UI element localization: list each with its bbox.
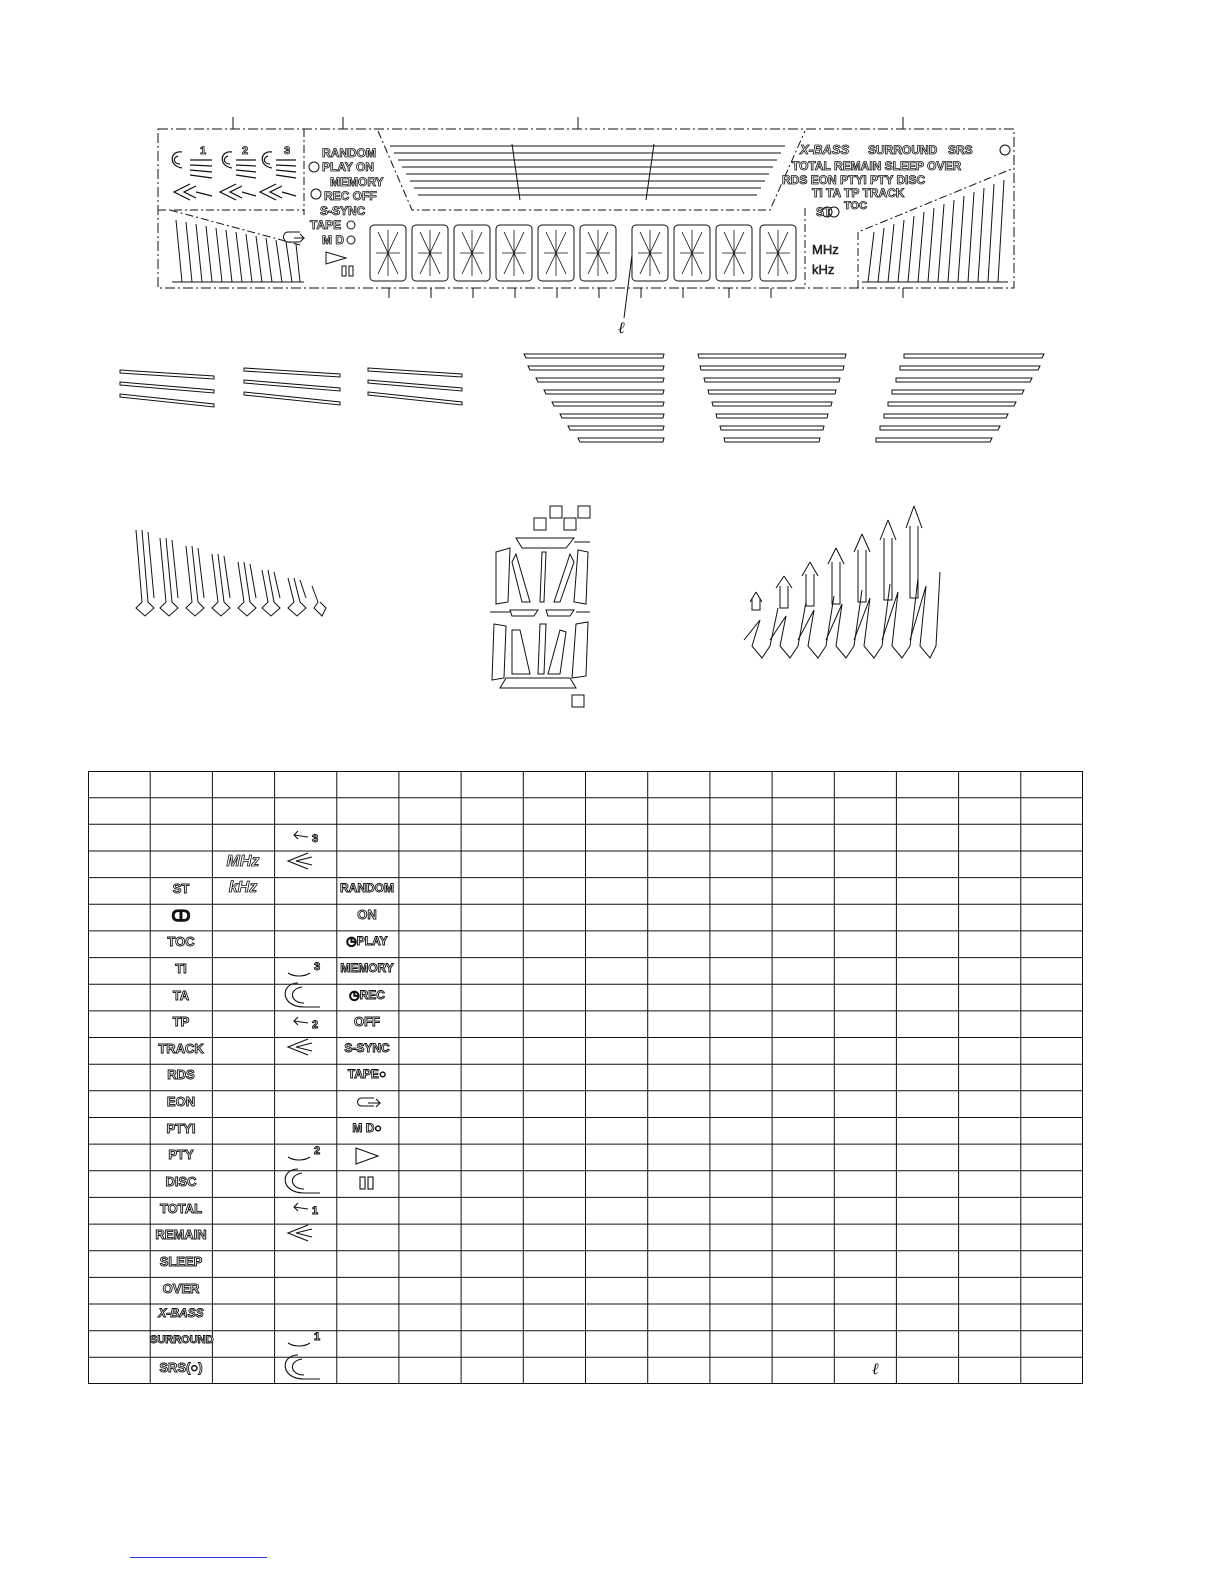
grid-tp: TP — [172, 1014, 190, 1029]
grid-ta: TA — [172, 988, 190, 1003]
disc3-chevron-icon — [288, 853, 312, 869]
play-icon — [336, 1143, 398, 1169]
disc1-chevron-icon — [288, 1225, 312, 1241]
bottom-link-underline — [130, 1557, 267, 1558]
grid-c-num-1b: 1 — [313, 1331, 321, 1343]
grid-surround: SURROUND — [150, 1334, 214, 1346]
grid-c-num-2a: 2 — [311, 1019, 319, 1031]
vfd-display-panel — [0, 0, 1224, 360]
st-label: ST — [816, 205, 832, 219]
disc3-arrow-icon — [294, 831, 308, 839]
xbass-label: X-BASS — [800, 142, 850, 157]
mhz-label: MHz — [812, 242, 839, 257]
circle-icon: ○ — [374, 1121, 382, 1135]
grid-on: ON — [357, 907, 377, 922]
grid-rec — [336, 988, 398, 1002]
grid-play-text: PLAY — [356, 934, 388, 948]
grid-tape — [336, 1067, 398, 1081]
grid-l-label: ℓ — [872, 1359, 879, 1378]
grid-stereo-icon: ↀ — [171, 908, 191, 925]
grid-srs: SRS(○) — [159, 1360, 203, 1375]
segment-assignment-grid — [88, 771, 1083, 1384]
grid-rec-text: REC — [359, 988, 385, 1002]
grid-total: TOTAL — [159, 1201, 203, 1216]
srs-label: SRS — [948, 143, 973, 157]
grid-c-num-1a: 1 — [311, 1205, 319, 1217]
grid-rds: RDS — [167, 1067, 195, 1082]
disc3-num: 3 — [284, 145, 291, 157]
row3-label: RDS EON PTYI PTY DISC — [782, 173, 926, 187]
grid-play — [336, 934, 398, 948]
toc-label: TOC — [844, 200, 868, 212]
khz-label: kHz — [812, 262, 835, 277]
grid-c-num-3a: 3 — [311, 833, 319, 845]
grid-eon: EON — [166, 1094, 196, 1109]
s-sync-label: S-SYNC — [320, 204, 366, 218]
disc2-chevron-icon — [288, 1039, 312, 1055]
grid-mhz: MHz — [226, 853, 260, 870]
tape-label: TAPE — [310, 218, 342, 232]
grid-c-num-2b: 2 — [313, 1145, 321, 1157]
grid-tape-text: TAPE — [347, 1067, 379, 1081]
grid-xbass: X-BASS — [158, 1306, 204, 1320]
surround-label: SURROUND — [868, 143, 938, 157]
disc1-num: 1 — [200, 145, 207, 157]
row2-label: TOTAL REMAIN SLEEP OVER — [792, 159, 962, 173]
disc2-line-icon — [288, 1157, 310, 1160]
grid-col-c-icons — [274, 771, 336, 1384]
grid-c-num-3b: 3 — [313, 961, 321, 973]
disc3-line-icon — [288, 973, 310, 976]
grid-memory: MEMORY — [340, 961, 394, 975]
grid-random: RANDOM — [340, 881, 394, 895]
segment-detail-drawing — [0, 340, 1224, 720]
grid-ssync: S-SYNC — [344, 1041, 390, 1055]
row4-label: TI TA TP TRACK — [812, 186, 905, 200]
grid-remain: REMAIN — [155, 1227, 207, 1242]
rec-off-label: REC OFF — [324, 189, 377, 203]
grid-khz: kHz — [228, 879, 258, 896]
grid-st: ST — [172, 881, 190, 896]
grid-over: OVER — [162, 1281, 200, 1296]
grid-off: OFF — [354, 1014, 380, 1029]
segment-details — [0, 340, 1224, 720]
disc1-arrow-icon — [294, 1203, 308, 1211]
pause-icon — [336, 1170, 398, 1196]
grid-ti: TI — [175, 961, 187, 976]
play-on-label: PLAY ON — [322, 160, 375, 174]
grid-track: TRACK — [158, 1041, 204, 1056]
grid-ptyi: PTYI — [166, 1121, 196, 1136]
circle-icon: ○ — [378, 1067, 387, 1081]
clock-icon: ◷ — [349, 988, 360, 1002]
grid-md-text: M D — [352, 1121, 375, 1135]
random-label: RANDOM — [322, 146, 376, 160]
grid-pty: PTY — [168, 1147, 194, 1162]
disc3-swirl-icon — [285, 983, 320, 1007]
disc2-num: 2 — [242, 145, 249, 157]
grid-md — [336, 1121, 398, 1135]
disc1-swirl-icon — [285, 1355, 320, 1379]
md-label: M D — [322, 233, 344, 247]
grid-sleep: SLEEP — [159, 1254, 203, 1269]
disc2-arrow-icon — [294, 1017, 308, 1025]
display-outline-drawing — [0, 0, 1224, 360]
grid-toc: TOC — [167, 934, 195, 949]
disc1-line-icon — [288, 1343, 310, 1346]
grid-disc: DISC — [165, 1174, 197, 1189]
pointer-label: ℓ — [618, 318, 625, 337]
clock-icon: ◷ — [346, 934, 357, 948]
tape-arrow-icon — [336, 1090, 398, 1116]
memory-label: MEMORY — [330, 175, 384, 189]
disc2-swirl-icon — [285, 1169, 320, 1193]
